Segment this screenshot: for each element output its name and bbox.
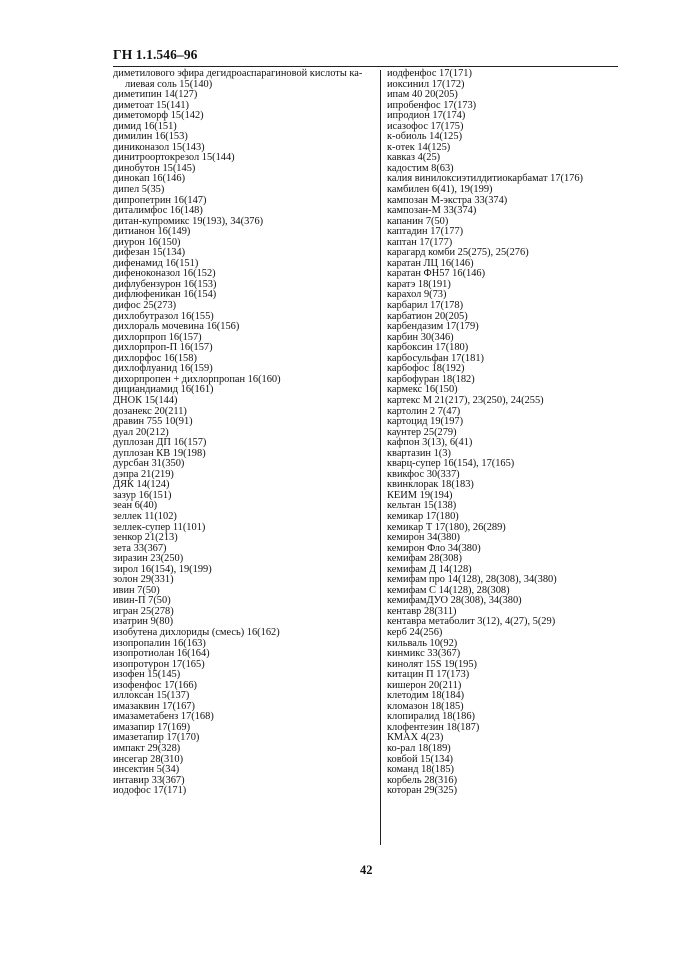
column-divider	[380, 70, 381, 845]
index-entry: карагард комби 25(275), 25(276)	[387, 247, 529, 259]
index-entry: ипробенфос 17(173)	[387, 99, 477, 111]
index-entry: к-обиоль 14(125)	[387, 131, 463, 143]
index-entry: дитан-купромикс 19(193), 34(376)	[113, 215, 264, 227]
index-entry: ипродион 17(174)	[387, 110, 466, 122]
index-entry: инсектин 5(34)	[113, 764, 180, 776]
index-entry: изобутена дихлориды (смесь) 16(162)	[113, 626, 280, 638]
index-entry: кемифам С 14(128), 28(308)	[387, 584, 510, 596]
index-entry: зеллек-супер 11(101)	[113, 521, 206, 533]
index-entry: зиразин 23(250)	[113, 553, 184, 565]
index-entry: имазапир 17(169)	[113, 721, 191, 733]
index-entry: димид 16(151)	[113, 120, 177, 132]
index-entry: кемикар Т 17(180), 26(289)	[387, 521, 506, 533]
index-entry: имазетапир 17(170)	[113, 732, 200, 744]
page-header: ГН 1.1.546–96	[113, 47, 198, 62]
index-entry: кемифам 28(308)	[387, 553, 462, 565]
index-entry: зеллек 11(102)	[113, 510, 177, 522]
index-entry: кентавра метаболит 3(12), 4(27), 5(29)	[387, 616, 556, 628]
index-entry: динитроортокрезол 15(144)	[113, 152, 235, 164]
index-entry: дифезан 15(134)	[113, 247, 186, 259]
index-entry: каратан ФН57 16(146)	[387, 268, 486, 280]
index-entry: капанин 7(50)	[387, 215, 449, 227]
index-entry: дэпра 21(219)	[113, 468, 174, 480]
index-entry: карбосульфан 17(181)	[387, 352, 484, 364]
index-entry: дипел 5(35)	[113, 184, 165, 196]
index-entry: диметоат 15(141)	[113, 99, 190, 111]
index-entry: карбин 30(346)	[387, 331, 454, 343]
index-entry: команд 18(185)	[387, 764, 454, 776]
index-entry: кафпон 3(13), 6(41)	[387, 437, 473, 449]
index-entry: дуплозан КВ 19(198)	[113, 447, 206, 459]
index-entry: интавир 33(367)	[113, 774, 185, 786]
index-entry: зеан 6(40)	[113, 500, 158, 512]
index-entry: керб 24(256)	[387, 626, 443, 638]
index-column-right	[387, 69, 627, 797]
index-entry: квинклорак 18(183)	[387, 479, 474, 491]
index-entry: кавказ 4(25)	[387, 152, 441, 164]
index-entry: дитианон 16(149)	[113, 226, 191, 238]
index-entry: диниконазол 15(143)	[113, 141, 205, 153]
index-entry: зета 33(367)	[113, 542, 167, 554]
index-entry: карбарил 17(178)	[387, 300, 464, 312]
index-entry: дихлобутразол 16(155)	[113, 310, 214, 322]
index-entry: кадостим 8(63)	[387, 162, 454, 174]
index-entry: ивин 7(50)	[113, 584, 160, 596]
index-entry: картолин 2 7(47)	[387, 405, 461, 417]
index-entry: дициандиамид 16(161)	[113, 384, 214, 396]
index-entry: кемирон 34(380)	[387, 532, 460, 544]
index-entry: иоксинил 17(172)	[387, 78, 465, 90]
index-entry: иодофос 17(171)	[113, 785, 187, 797]
index-entry: изофен 15(145)	[113, 669, 181, 681]
index-entry: КМАХ 4(23)	[387, 732, 444, 744]
index-entry: диурон 16(150)	[113, 236, 181, 248]
index-entry: кельтан 15(138)	[387, 500, 457, 512]
index-column-left	[113, 69, 375, 797]
index-entry: дифос 25(273)	[113, 300, 177, 312]
index-entry: зазур 16(151)	[113, 489, 172, 501]
index-entry: картоцид 19(197)	[387, 416, 464, 428]
index-entry: кентавр 28(311)	[387, 605, 457, 617]
index-entry: квартазин 1(3)	[387, 447, 451, 459]
index-entry: карахол 9(73)	[387, 289, 447, 301]
index-entry: КЕИМ 19(194)	[387, 489, 453, 501]
index-entry: камбилен 6(41), 19(199)	[387, 184, 493, 196]
index-entry: клофентезин 18(187)	[387, 721, 480, 733]
index-entry: инсегар 28(310)	[113, 753, 184, 765]
index-entry: игран 25(278)	[113, 605, 174, 617]
index-entry: каратэ 18(191)	[387, 278, 451, 290]
index-entry: имазаквин 17(167)	[113, 700, 195, 712]
index-entry: ивин-П 7(50)	[113, 595, 171, 607]
index-entry: иллоксан 15(137)	[113, 690, 190, 702]
index-entry: дипропетрин 16(147)	[113, 194, 207, 206]
index-entry: зирол 16(154), 19(199)	[113, 563, 212, 575]
index-entry: динобутон 15(145)	[113, 162, 196, 174]
index-entry: кемифам Д 14(128)	[387, 563, 472, 575]
index-entry: кишерон 20(211)	[387, 679, 462, 691]
index-entry: лиевая соль 15(140)	[125, 78, 213, 90]
index-entry: карбофуран 18(182)	[387, 373, 475, 385]
index-entry: димилин 16(153)	[113, 131, 188, 143]
index-entry: исазофос 17(175)	[387, 120, 464, 132]
index-entry: клопиралид 18(186)	[387, 711, 475, 723]
index-entry: динокап 16(146)	[113, 173, 186, 185]
index-entry: изопропалин 16(163)	[113, 637, 206, 649]
index-entry: каунтер 25(279)	[387, 426, 457, 438]
index-entry: карбофос 18(192)	[387, 363, 465, 375]
index-entry: диталимфос 16(148)	[113, 205, 203, 217]
index-entry: ДНОК 15(144)	[113, 394, 178, 406]
index-entry: изатрин 9(80)	[113, 616, 174, 628]
index-entry: кильваль 10(92)	[387, 637, 458, 649]
index-entry: кармекс 16(150)	[387, 384, 458, 396]
index-entry: калия винилоксиэтилдитиокарбамат 17(176)	[387, 173, 584, 185]
index-entry: кемифам про 14(128), 28(308), 34(380)	[387, 574, 557, 586]
index-entry: изофенфос 17(166)	[113, 679, 197, 691]
index-entry: каптадин 17(177)	[387, 226, 464, 238]
index-entry: дихорпропен + дихлорпропан 16(160)	[113, 373, 281, 385]
index-entry: ковбой 15(134)	[387, 753, 454, 765]
index-entry: дихлорпроп 16(157)	[113, 331, 202, 343]
index-entry: зенкор 21(213)	[113, 532, 178, 544]
index-entry: клетодим 18(184)	[387, 690, 465, 702]
index-entry: диметилового эфира дегидроаспарагиновой кислоты ка-	[113, 68, 363, 79]
index-entry: кемифамДУО 28(308), 34(380)	[387, 595, 522, 607]
index-entry: дурсбан 31(350)	[113, 458, 185, 470]
index-entry: каратан ЛЦ 16(146)	[387, 257, 474, 269]
index-entry: дравин 755 10(91)	[113, 416, 193, 428]
index-entry: квикфос 30(337)	[387, 468, 460, 480]
index-entry: ДЯК 14(124)	[113, 479, 170, 491]
index-entry: которан 29(325)	[387, 785, 458, 797]
index-entry: дифлюфеникан 16(154)	[113, 289, 217, 301]
index-entry: диметипин 14(127)	[113, 89, 198, 101]
index-entry: изопротурон 17(165)	[113, 658, 205, 670]
index-entry: дихлорфос 16(158)	[113, 352, 197, 364]
index-entry: имазаметабенз 17(168)	[113, 711, 214, 723]
header-rule	[113, 66, 618, 67]
index-entry: каптан 17(177)	[387, 236, 453, 248]
index-entry: ипам 40 20(205)	[387, 89, 458, 101]
index-entry: дифлубензурон 16(153)	[113, 278, 217, 290]
page-number: 42	[360, 863, 373, 877]
index-entry: дихлорпроп-П 16(157)	[113, 342, 213, 354]
index-entry: дуал 20(212)	[113, 426, 169, 438]
index-entry: кварц-супер 16(154), 17(165)	[387, 458, 515, 470]
index-entry: дуплозан ДП 16(157)	[113, 437, 207, 449]
index-entry: дихлораль мочевина 16(156)	[113, 321, 240, 333]
index-entry: карбатион 20(205)	[387, 310, 468, 322]
index-entry: импакт 29(328)	[113, 743, 181, 754]
index-entry: карбендазим 17(179)	[387, 321, 479, 333]
index-entry: кампозан-М 33(374)	[387, 205, 477, 217]
index-entry: кампозан М-экстра 33(374)	[387, 194, 508, 206]
index-entry: ко-рал 18(189)	[387, 743, 451, 754]
index-entry: изопротиолан 16(164)	[113, 648, 210, 660]
index-entry: кемирон Фло 34(380)	[387, 542, 481, 554]
index-entry: картекс М 21(217), 23(250), 24(255)	[387, 394, 544, 406]
index-entry: дозанекс 20(211)	[113, 405, 187, 417]
index-entry: иодфенфос 17(171)	[387, 68, 472, 79]
index-entry: корбель 28(316)	[387, 774, 458, 786]
index-entry: кломазон 18(185)	[387, 700, 464, 712]
index-entry: дифеноконазол 16(152)	[113, 268, 216, 280]
index-entry: карбоксин 17(180)	[387, 342, 469, 354]
index-entry: кинолят 15S 19(195)	[387, 658, 477, 670]
index-entry: дихлофлуанид 16(159)	[113, 363, 213, 375]
index-entry: кинмикс 33(367)	[387, 648, 461, 660]
index-entry: китацин П 17(173)	[387, 669, 470, 681]
index-entry: к-отек 14(125)	[387, 141, 451, 153]
index-entry: диметоморф 15(142)	[113, 110, 204, 122]
index-entry: кемикар 17(180)	[387, 510, 459, 522]
index-entry: золон 29(331)	[113, 574, 174, 586]
index-entry: дифенамид 16(151)	[113, 257, 199, 269]
